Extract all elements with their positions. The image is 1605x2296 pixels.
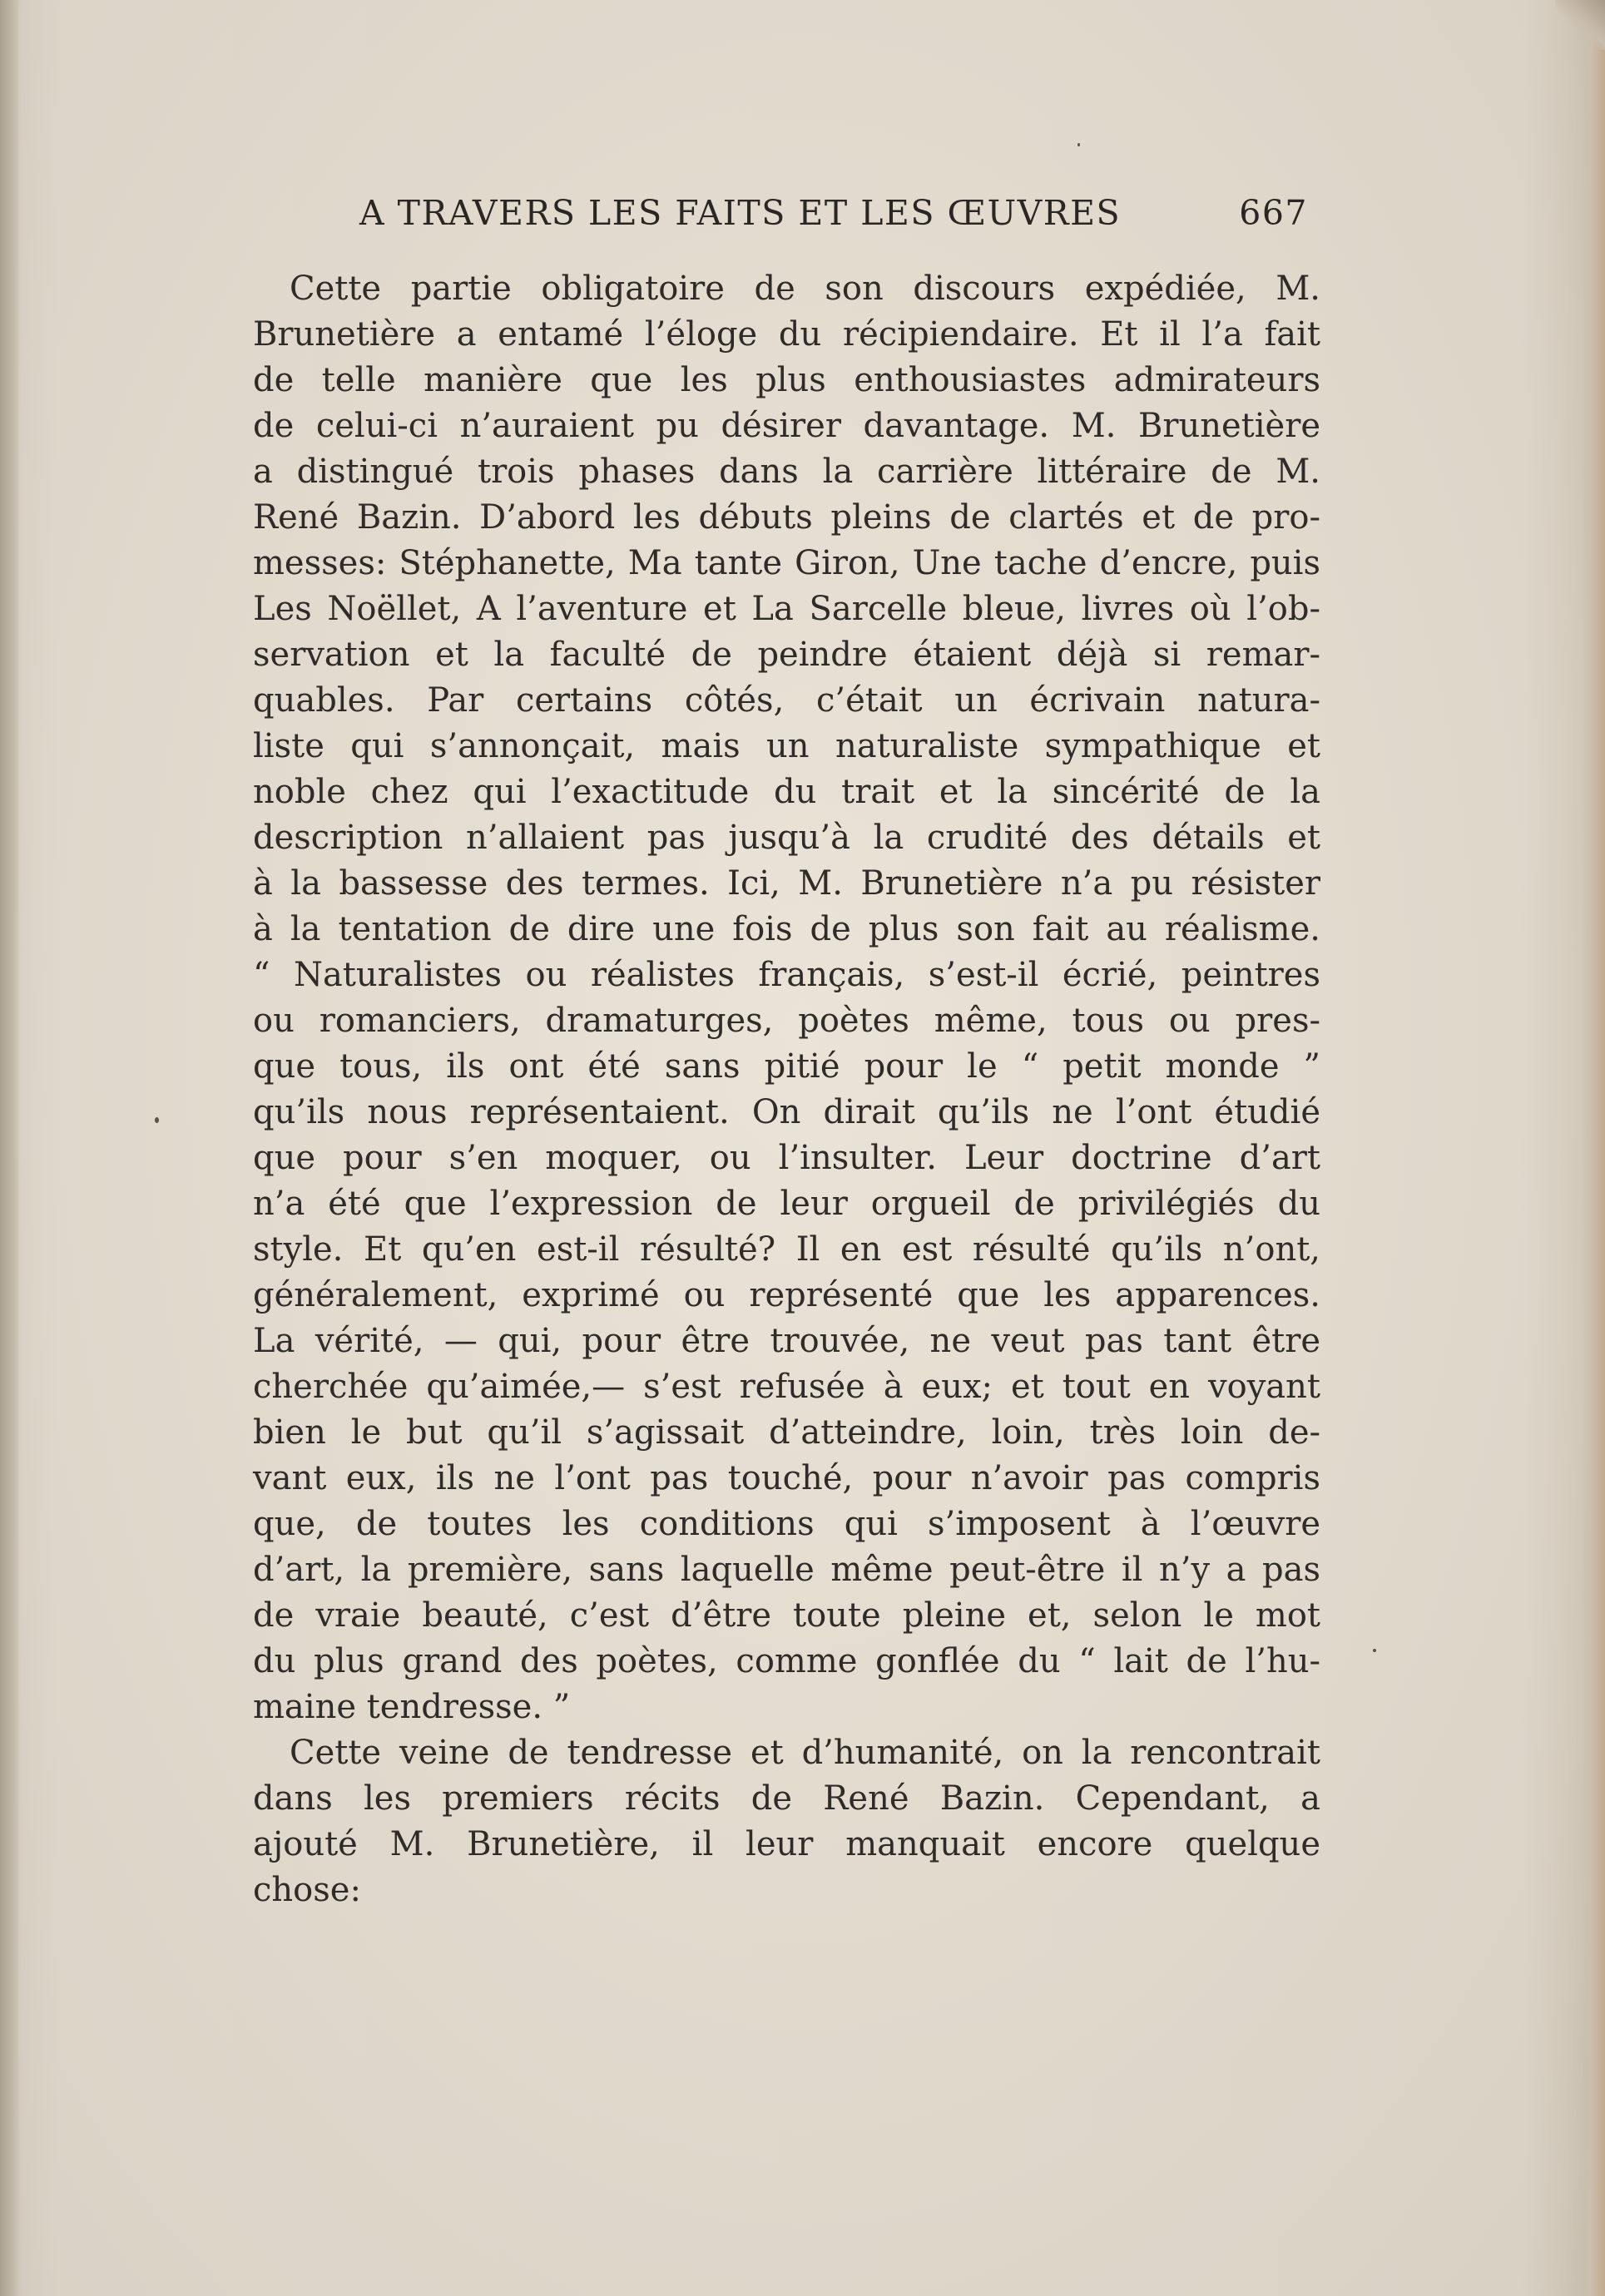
text-line: noble chez qui l’exactitude du trait et la sincérité de la <box>253 773 1320 811</box>
running-head-title: A TRAVERS LES FAITS ET LES ŒUVRES <box>359 193 1122 233</box>
text-line: ou romanciers, dramaturges, poètes même, tous ou pres- <box>253 1002 1320 1040</box>
text-line: “ Naturalistes ou réalistes français, s’est-il écrié, peintres <box>253 956 1320 994</box>
text-line: de vraie beauté, c’est d’être toute pleine et, selon le mot <box>253 1596 1320 1635</box>
page-left-edge <box>0 0 20 2296</box>
text-line: n’a été que l’expression de leur orgueil de privilégiés du <box>253 1185 1320 1223</box>
paper-speck <box>1077 143 1080 146</box>
text-line: style. Et qu’en est-il résulté? Il en est résulté qu’ils n’ont, <box>253 1230 1320 1269</box>
text-line: que pour s’en moquer, ou l’insulter. Leur doctrine d’art <box>253 1139 1320 1177</box>
text-line: qu’ils nous représentaient. On dirait qu’ils ne l’ont étudié <box>253 1093 1320 1131</box>
text-line: généralement, exprimé ou représenté que les apparences. <box>253 1276 1320 1314</box>
text-line: ajouté M. Brunetière, il leur manquait encore quelque <box>253 1825 1320 1863</box>
text-line: dans les premiers récits de René Bazin. Cependant, a <box>253 1779 1320 1818</box>
text-line: que, de toutes les conditions qui s’imposent à l’œuvre <box>253 1505 1320 1543</box>
text-line: Cette veine de tendresse et d’humanité, on la rencontrait <box>290 1734 1320 1772</box>
text-line: chose: <box>253 1871 361 1909</box>
text-line: Les Noëllet, A l’aventure et La Sarcelle bleue, livres où l’ob- <box>253 590 1320 628</box>
running-head <box>359 193 1308 235</box>
page-right-edge <box>1582 0 1605 2296</box>
text-line: Brunetière a entamé l’éloge du récipiendaire. Et il l’a fait <box>253 315 1320 354</box>
text-line: d’art, la première, sans laquelle même peut-être il n’y a pas <box>253 1551 1320 1589</box>
text-line: à la tentation de dire une fois de plus son fait au réalisme. <box>253 910 1320 948</box>
text-line: La vérité, — qui, pour être trouvée, ne veut pas tant être <box>253 1322 1320 1360</box>
text-line: messes: Stéphanette, Ma tante Giron, Une tache d’encre, puis <box>253 544 1320 582</box>
text-line: vant eux, ils ne l’ont pas touché, pour n’avoir pas compris <box>253 1459 1320 1497</box>
text-line: de telle manière que les plus enthousiastes admirateurs <box>253 361 1320 399</box>
text-line: a distingué trois phases dans la carrière littéraire de M. <box>253 453 1320 491</box>
text-line: de celui-ci n’auraient pu désirer davantage. M. Brunetière <box>253 407 1320 445</box>
text-line: à la bassesse des termes. Ici, M. Brunetière n’a pu résister <box>253 864 1320 903</box>
page-number: 667 <box>1239 193 1308 233</box>
text-line: description n’allaient pas jusqu’à la crudité des détails et <box>253 819 1320 857</box>
text-line: René Bazin. D’abord les débuts pleins de clartés et de pro- <box>253 498 1320 537</box>
body-text <box>253 266 1320 1913</box>
text-line: servation et la faculté de peindre étaient déjà si remar- <box>253 636 1320 674</box>
paper-speck <box>155 1117 159 1123</box>
page-corner-fold <box>1555 0 1605 50</box>
text-line: liste qui s’annonçait, mais un naturaliste sympathique et <box>253 727 1320 765</box>
text-line: quables. Par certains côtés, c’était un écrivain natura- <box>253 681 1320 720</box>
text-line: du plus grand des poètes, comme gonflée du “ lait de l’hu- <box>253 1642 1320 1680</box>
text-line: maine tendresse. ” <box>253 1688 571 1726</box>
text-line: cherchée qu’aimée,— s’est refusée à eux; et tout en voyant <box>253 1368 1320 1406</box>
text-line: Cette partie obligatoire de son discours expédiée, M. <box>290 270 1320 308</box>
paper-speck <box>1373 1649 1376 1652</box>
text-line: que tous, ils ont été sans pitié pour le “ petit monde ” <box>253 1047 1320 1086</box>
text-line: bien le but qu’il s’agissait d’atteindre, loin, très loin de- <box>253 1413 1320 1452</box>
